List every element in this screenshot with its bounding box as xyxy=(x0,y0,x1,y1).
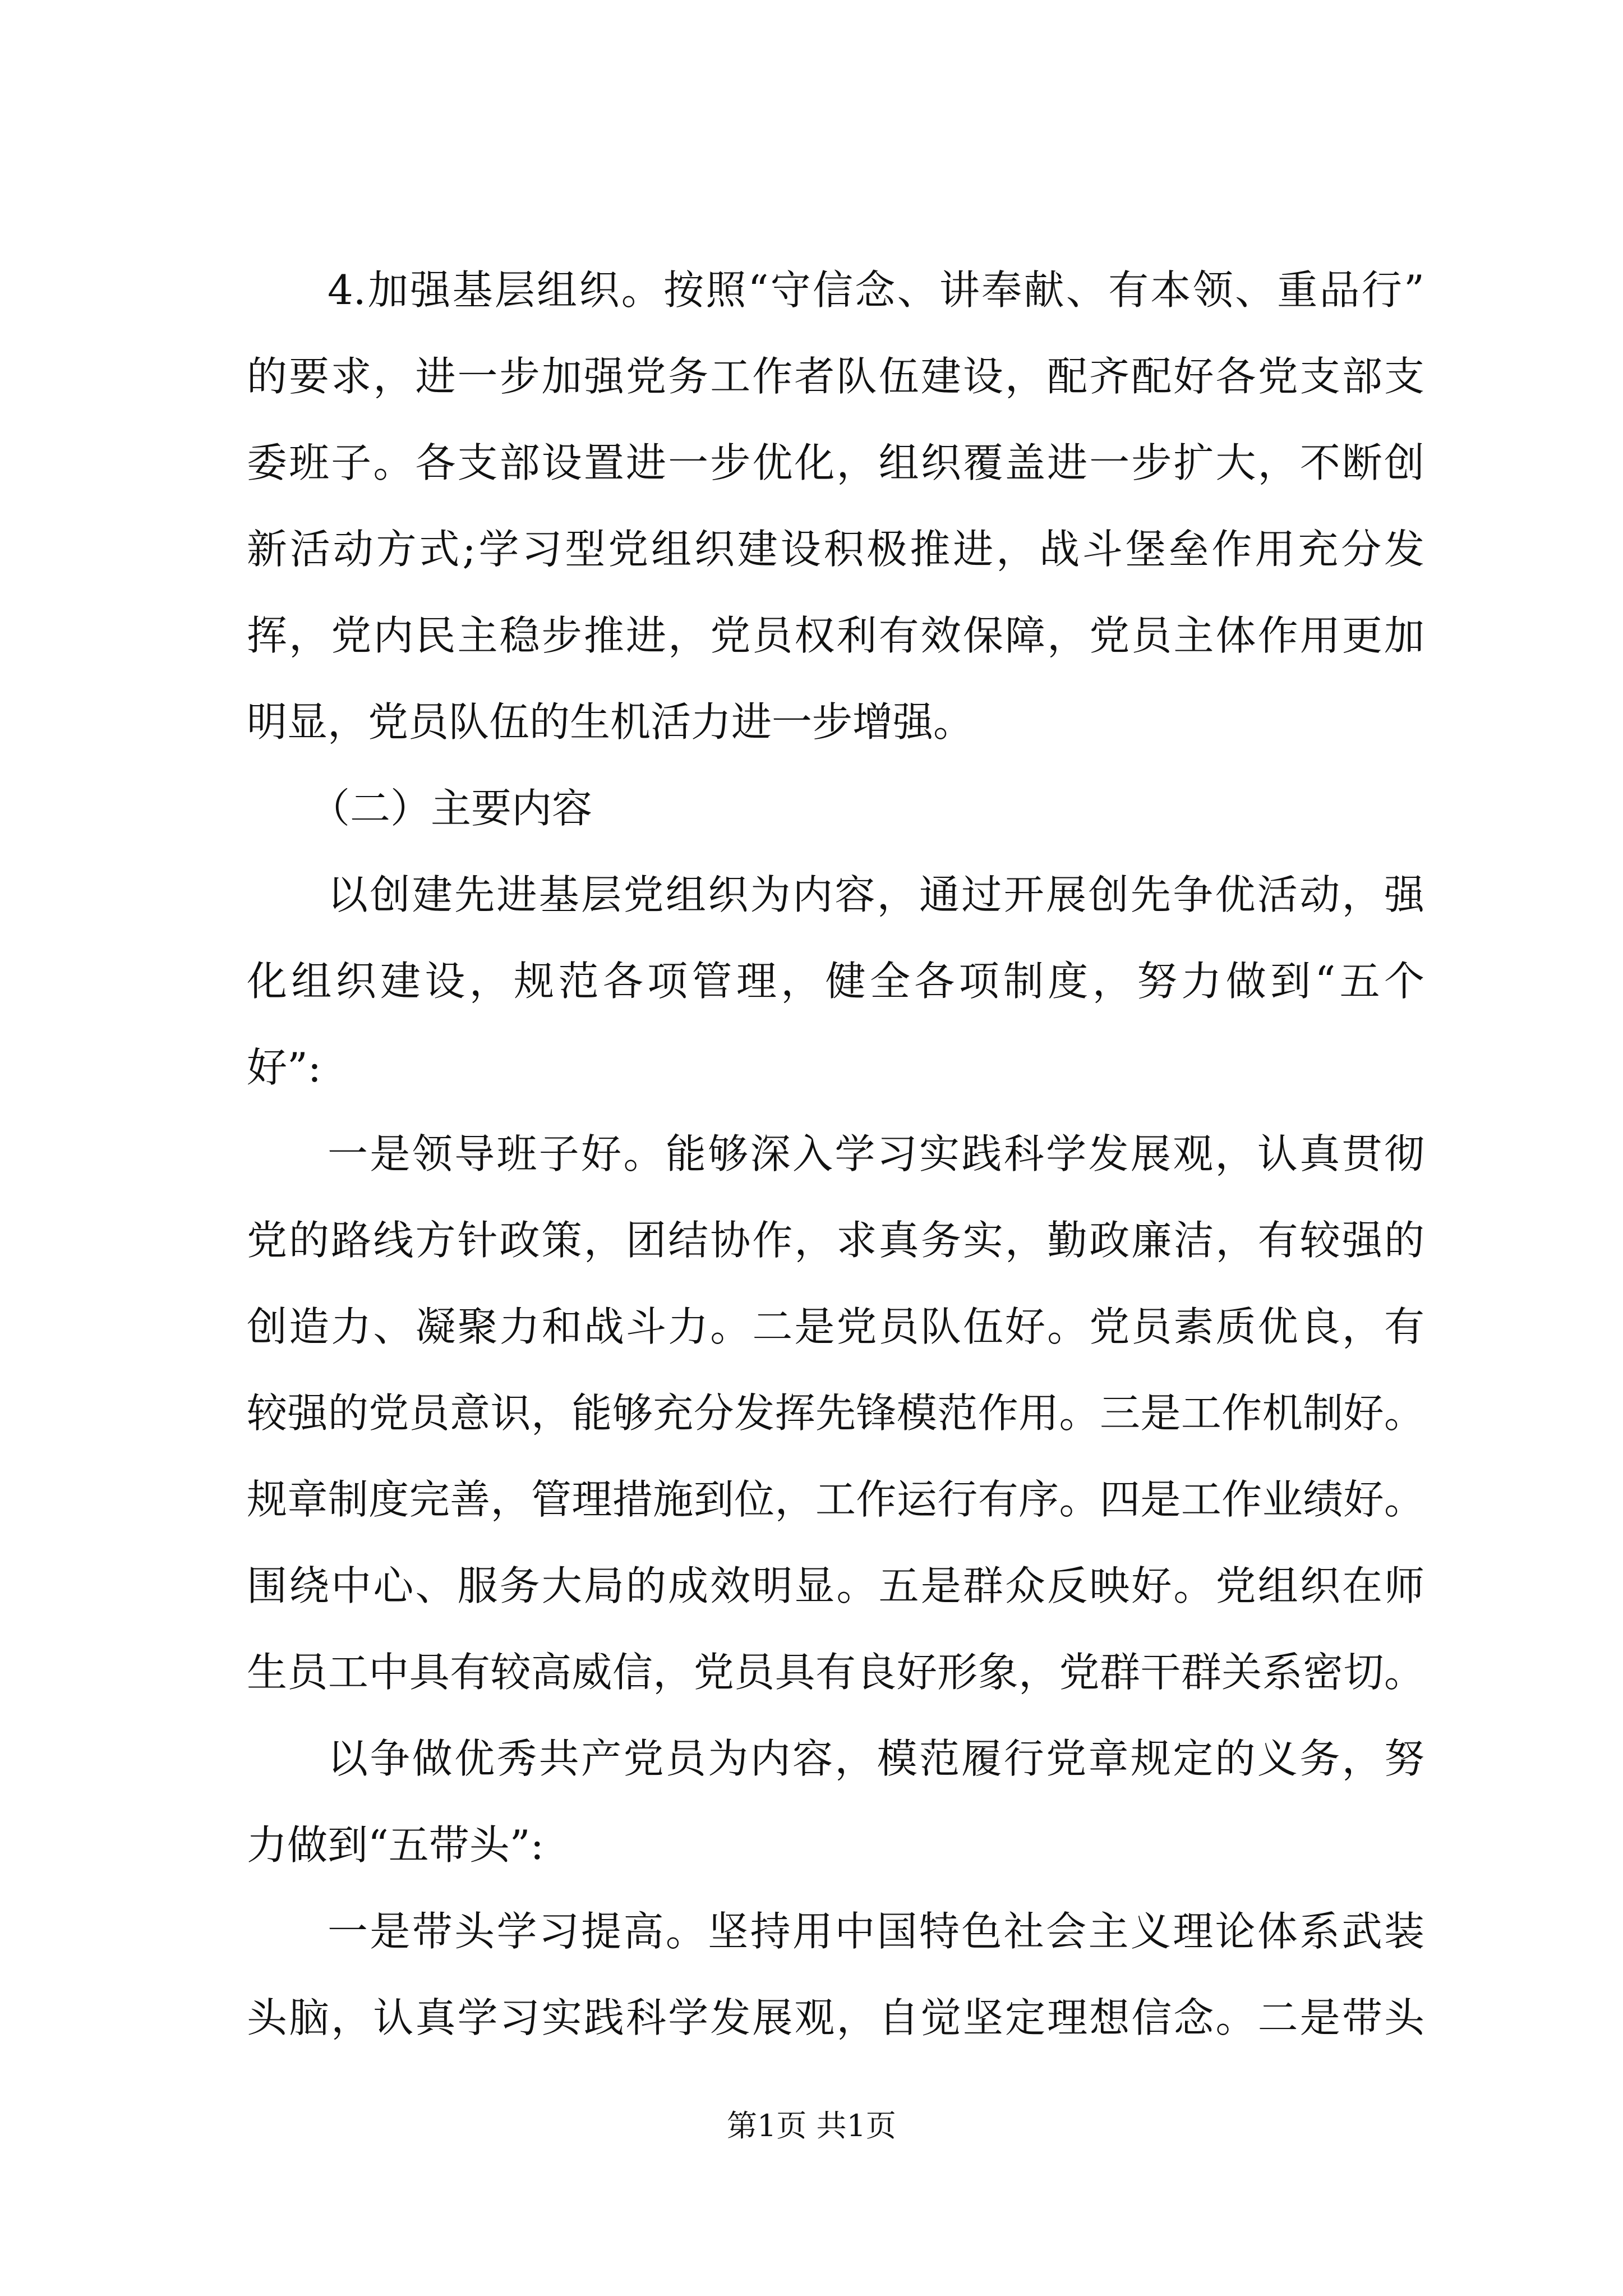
paragraph-line: 明显，党员队伍的生机活力进一步增强。 xyxy=(247,698,974,746)
paragraph-line: 以争做优秀共产党员为内容，模范履行党章规定的义务，努 xyxy=(328,1735,1424,1782)
paragraph-line: 挥，党内民主稳步推进，党员权利有效保障，党员主体作用更加 xyxy=(247,612,1424,659)
paragraph-line: 4.加强基层组织。按照“守信念、讲奉献、有本领、重品行” xyxy=(328,266,1424,314)
paragraph-line: 规章制度完善，管理措施到位，工作运行有序。四是工作业绩好。 xyxy=(247,1476,1424,1523)
paragraph-line: 生员工中具有较高威信，党员具有良好形象，党群干群关系密切。 xyxy=(247,1649,1424,1696)
paragraph-line: 一是带头学习提高。坚持用中国特色社会主义理论体系武装 xyxy=(328,1908,1424,1955)
paragraph-line: 以创建先进基层党组织为内容，通过开展创先争优活动，强 xyxy=(328,871,1424,918)
section-heading: （二）主要内容 xyxy=(310,785,593,832)
paragraph-line: 力做到“五带头”: xyxy=(247,1821,544,1869)
paragraph-line: 的要求，进一步加强党务工作者队伍建设，配齐配好各党支部支 xyxy=(247,353,1424,400)
paragraph-line: 一是领导班子好。能够深入学习实践科学发展观，认真贯彻 xyxy=(328,1130,1424,1177)
paragraph-line: 好”: xyxy=(247,1044,322,1091)
page-footer xyxy=(0,2106,1623,2146)
paragraph-line: 较强的党员意识，能够充分发挥先锋模范作用。三是工作机制好。 xyxy=(247,1389,1424,1437)
paragraph-line: 头脑，认真学习实践科学发展观，自觉坚定理想信念。二是带头 xyxy=(247,1994,1424,2041)
paragraph-line: 围绕中心、服务大局的成效明显。五是群众反映好。党组织在师 xyxy=(247,1562,1424,1609)
paragraph-line: 化组织建设，规范各项管理，健全各项制度，努力做到“五个 xyxy=(247,958,1424,1005)
paragraph-line: 新活动方式;学习型党组织建设积极推进，战斗堡垒作用充分发 xyxy=(247,526,1424,573)
paragraph-line: 创造力、凝聚力和战斗力。二是党员队伍好。党员素质优良，有 xyxy=(247,1303,1424,1350)
document-body xyxy=(247,247,1424,2061)
paragraph-line: 党的路线方针政策，团结协作，求真务实，勤政廉洁，有较强的 xyxy=(247,1217,1424,1264)
page-number-label: 第1页 共1页 xyxy=(727,2108,896,2143)
paragraph-line: 委班子。各支部设置进一步优化，组织覆盖进一步扩大，不断创 xyxy=(247,439,1424,486)
